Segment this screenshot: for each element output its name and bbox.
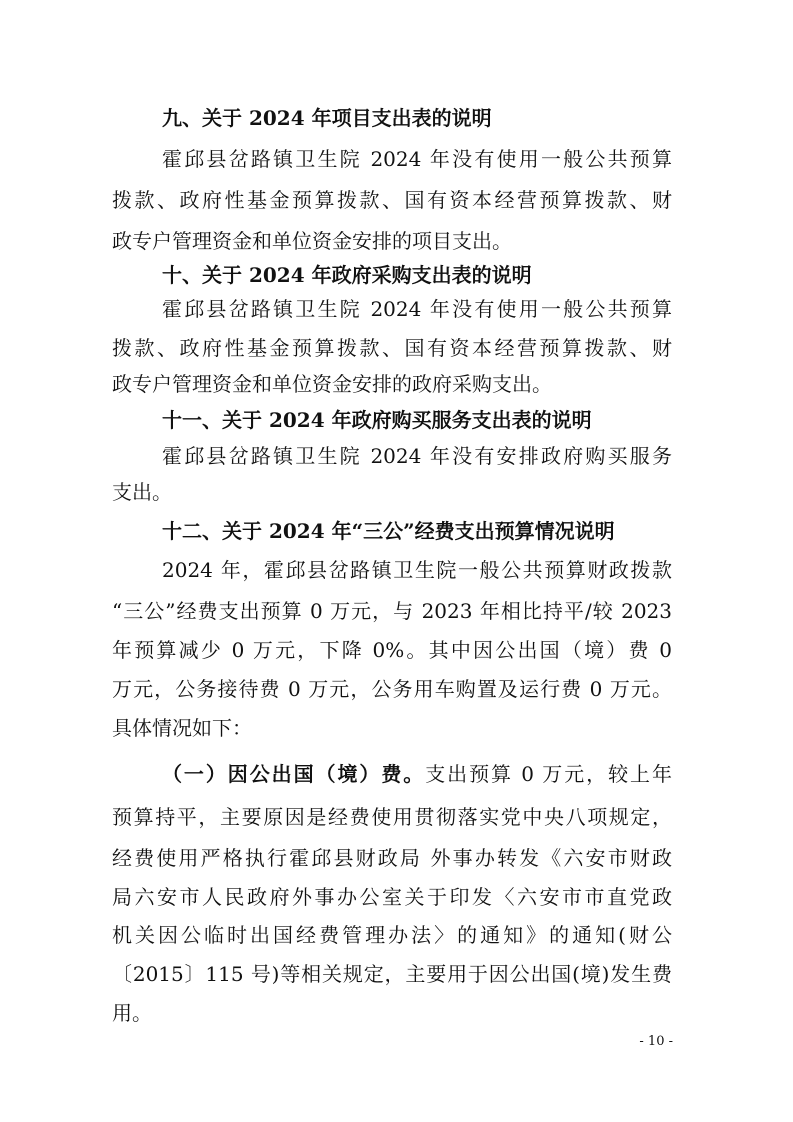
subsection-1-heading: （一）因公出国（境）费。 [162, 762, 426, 786]
page-number: - 10 - [639, 1034, 673, 1049]
section-11-line-2: 支出。 [112, 480, 172, 504]
subsection-1-line-6: 〔2015〕115 号)等相关规定，主要用于因公出国(境)发生费 [112, 962, 672, 986]
section-12-line-4: 万元，公务接待费 0 万元，公务用车购置及运行费 0 万元。 [112, 677, 672, 701]
section-12-line-2: “三公”经费支出预算 0 万元，与 2023 年相比持平/较 2023 [112, 599, 672, 623]
subsection-1-first-line [162, 762, 672, 786]
section-12-line-3: 年预算减少 0 万元，下降 0%。其中因公出国（境）费 0 [112, 638, 672, 662]
section-11-heading: 十一、关于 2024 年政府购买服务支出表的说明 [162, 408, 592, 432]
subsection-1-line-5: 机关因公临时出国经费管理办法〉的通知》的通知(财公 [112, 923, 672, 947]
section-9-line-3: 政专户管理资金和单位资金安排的项目支出。 [112, 229, 512, 253]
section-12-line-1: 2024 年，霍邱县岔路镇卫生院一般公共预算财政拨款 [162, 558, 672, 582]
section-10-line-3: 政专户管理资金和单位资金安排的政府采购支出。 [112, 372, 552, 396]
subsection-1-line-3: 经费使用严格执行霍邱县财政局 外事办转发《六安市财政 [112, 846, 672, 870]
subsection-1-line-7: 用。 [112, 1001, 152, 1025]
section-10-line-1: 霍邱县岔路镇卫生院 2024 年没有使用一般公共预算 [162, 297, 672, 321]
section-10-line-2: 拨款、政府性基金预算拨款、国有资本经营预算拨款、财 [112, 336, 672, 360]
section-9-heading: 九、关于 2024 年项目支出表的说明 [162, 106, 492, 130]
subsection-1-line-4: 局六安市人民政府外事办公室关于印发〈六安市市直党政 [112, 885, 672, 909]
section-12-line-5: 具体情况如下： [112, 716, 252, 740]
subsection-1-line-2: 预算持平，主要原因是经费使用贯彻落实党中央八项规定， [112, 805, 672, 829]
section-11-line-1: 霍邱县岔路镇卫生院 2024 年没有安排政府购买服务 [162, 444, 672, 468]
subsection-1-first-line-text: 支出预算 0 万元，较上年 [425, 762, 672, 786]
section-9-line-2: 拨款、政府性基金预算拨款、国有资本经营预算拨款、财 [112, 188, 672, 212]
section-12-heading: 十二、关于 2024 年“三公”经费支出预算情况说明 [162, 519, 615, 543]
section-10-heading: 十、关于 2024 年政府采购支出表的说明 [162, 263, 532, 287]
section-9-line-1: 霍邱县岔路镇卫生院 2024 年没有使用一般公共预算 [162, 147, 672, 171]
